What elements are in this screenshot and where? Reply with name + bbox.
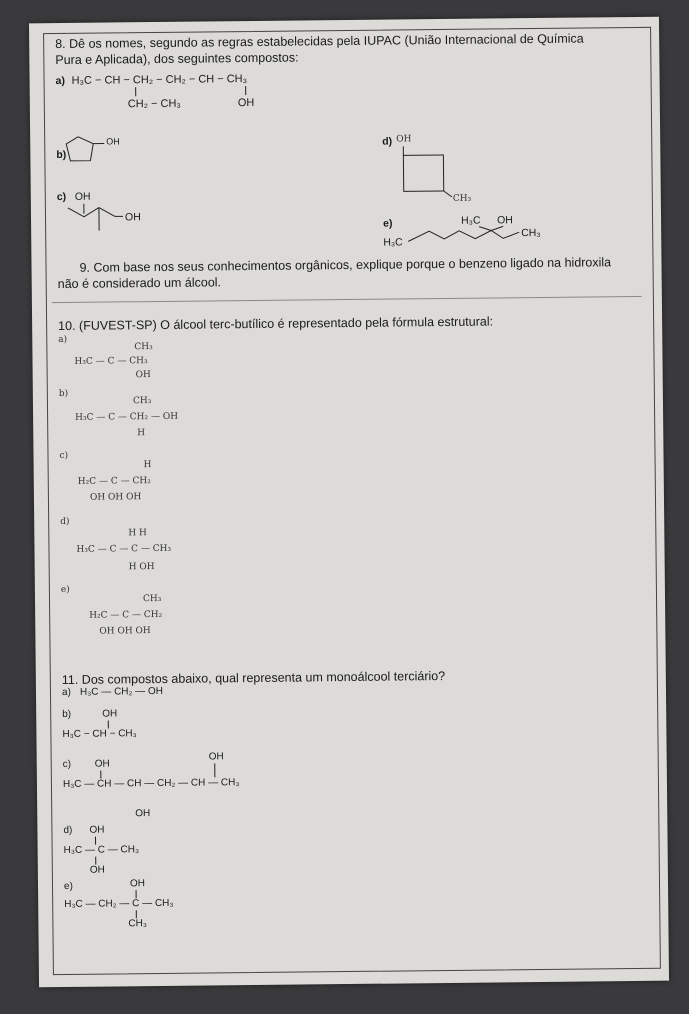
q11-e-bonds (29, 23, 30, 24)
q11-d-top: OH (89, 824, 105, 836)
q11-e-main: H₃C — CH₂ — C — CH₃ (64, 897, 174, 911)
q11-d-main: H₃C — C — CH₃ (63, 844, 140, 857)
q11-e-bottom: CH₃ (128, 918, 147, 930)
q9-line1: 9. Com base nos seus conhecimentos orgânicos, explique porque o benzeno ligado na hidroxila (79, 255, 612, 275)
q11-b-label: b) (62, 708, 72, 721)
q10-e-top: CH₃ (142, 593, 162, 605)
q8-line1: 8. Dê os nomes, segundo as regras estabelecidas pela IUPAC (União Internacional de Química (55, 31, 584, 52)
q10-a-top: CH₃ (134, 342, 153, 353)
q8-e-h3c-top: H₃C (460, 214, 481, 227)
q10-d-main: H₃C — C — C — CH₃ (76, 543, 172, 555)
q10-e-label: e) (60, 584, 70, 596)
q11-c-top1: OH (94, 758, 110, 770)
q8-a-main-chain: H₃C − CH − CH₂ − CH₂ − CH − CH₃ (71, 73, 248, 87)
q11-title: 11. Dos compostos abaixo, qual representa um monoálcool terciário? (61, 669, 446, 688)
q10-d-top: H H (128, 528, 147, 539)
q8-c-oh-top: OH (74, 190, 91, 203)
q8-a-branch: CH₂ − CH₃ (127, 97, 181, 111)
q8-line2: Pura e Aplicada), dos seguintes compostos: (55, 50, 299, 68)
q10-b-top: CH₃ (132, 396, 152, 407)
q10-a-label: a) (58, 334, 68, 346)
q8-c-oh-right: OH (124, 211, 141, 224)
q8-d-label: d) (382, 135, 393, 148)
q10-b-label: b) (58, 388, 69, 400)
q11-c-label: c) (62, 758, 72, 771)
q11-d-bottom: OH (89, 864, 105, 876)
q8-e-oh: OH (496, 214, 513, 227)
q11-a-label: a) (61, 686, 71, 699)
q11-e-label: e) (63, 880, 73, 893)
q10-e-bottom: OH OH OH (99, 626, 151, 637)
q11-b-main: H₃C − CH − CH₃ (62, 728, 137, 741)
q8-b-oh: OH (106, 136, 120, 147)
q8-e-ch3: CH₃ (521, 226, 541, 240)
q11-d-top-extra: OH (135, 808, 151, 820)
q8-e-label: e) (383, 217, 393, 230)
q8-c-label: c) (56, 190, 67, 204)
q10-d-bottom: H OH (128, 562, 155, 573)
q10-e-main: H₂C — C — CH₂ (89, 609, 163, 621)
q11-c-main: H₃C — CH — CH — CH₂ — CH — CH₃ (62, 777, 240, 791)
q11-b-top: OH (102, 708, 118, 720)
q8-b-label: b) (56, 148, 67, 162)
q10-a-bottom: OH (135, 370, 151, 381)
q11-c-top2: OH (208, 751, 224, 763)
q10-c-label: c) (59, 450, 69, 462)
q8-a-oh: OH (237, 96, 255, 110)
q10-c-top: H (143, 460, 152, 471)
q8-a-label: a) (55, 74, 65, 88)
q10-b-bottom: H (137, 428, 146, 439)
q10-a-main: H₃C — C — CH₃ (74, 356, 148, 367)
q8-d-ch3: CH₃ (452, 193, 472, 204)
q9-line2: não é considerado um álcool. (57, 275, 222, 292)
q10-b-main: H₃C — C — CH₂ — OH (75, 411, 179, 423)
q8-e-h3c-left: H₃C (383, 236, 403, 249)
worksheet-page (29, 17, 669, 988)
q10-title: 10. (FUVEST-SP) O álcool terc-butílico é representado pela fórmula estrutural: (58, 314, 494, 334)
q10-c-bottom: OH OH OH (89, 492, 142, 503)
q10-d-label: d) (60, 516, 70, 528)
q11-a-formula: H₃C — CH₂ — OH (79, 685, 164, 698)
q11-d-label: d) (63, 824, 73, 837)
q8-d-oh: OH (396, 134, 412, 145)
q10-c-main: H₂C — C — CH₂ (77, 476, 151, 487)
q11-e-top: OH (129, 878, 146, 890)
